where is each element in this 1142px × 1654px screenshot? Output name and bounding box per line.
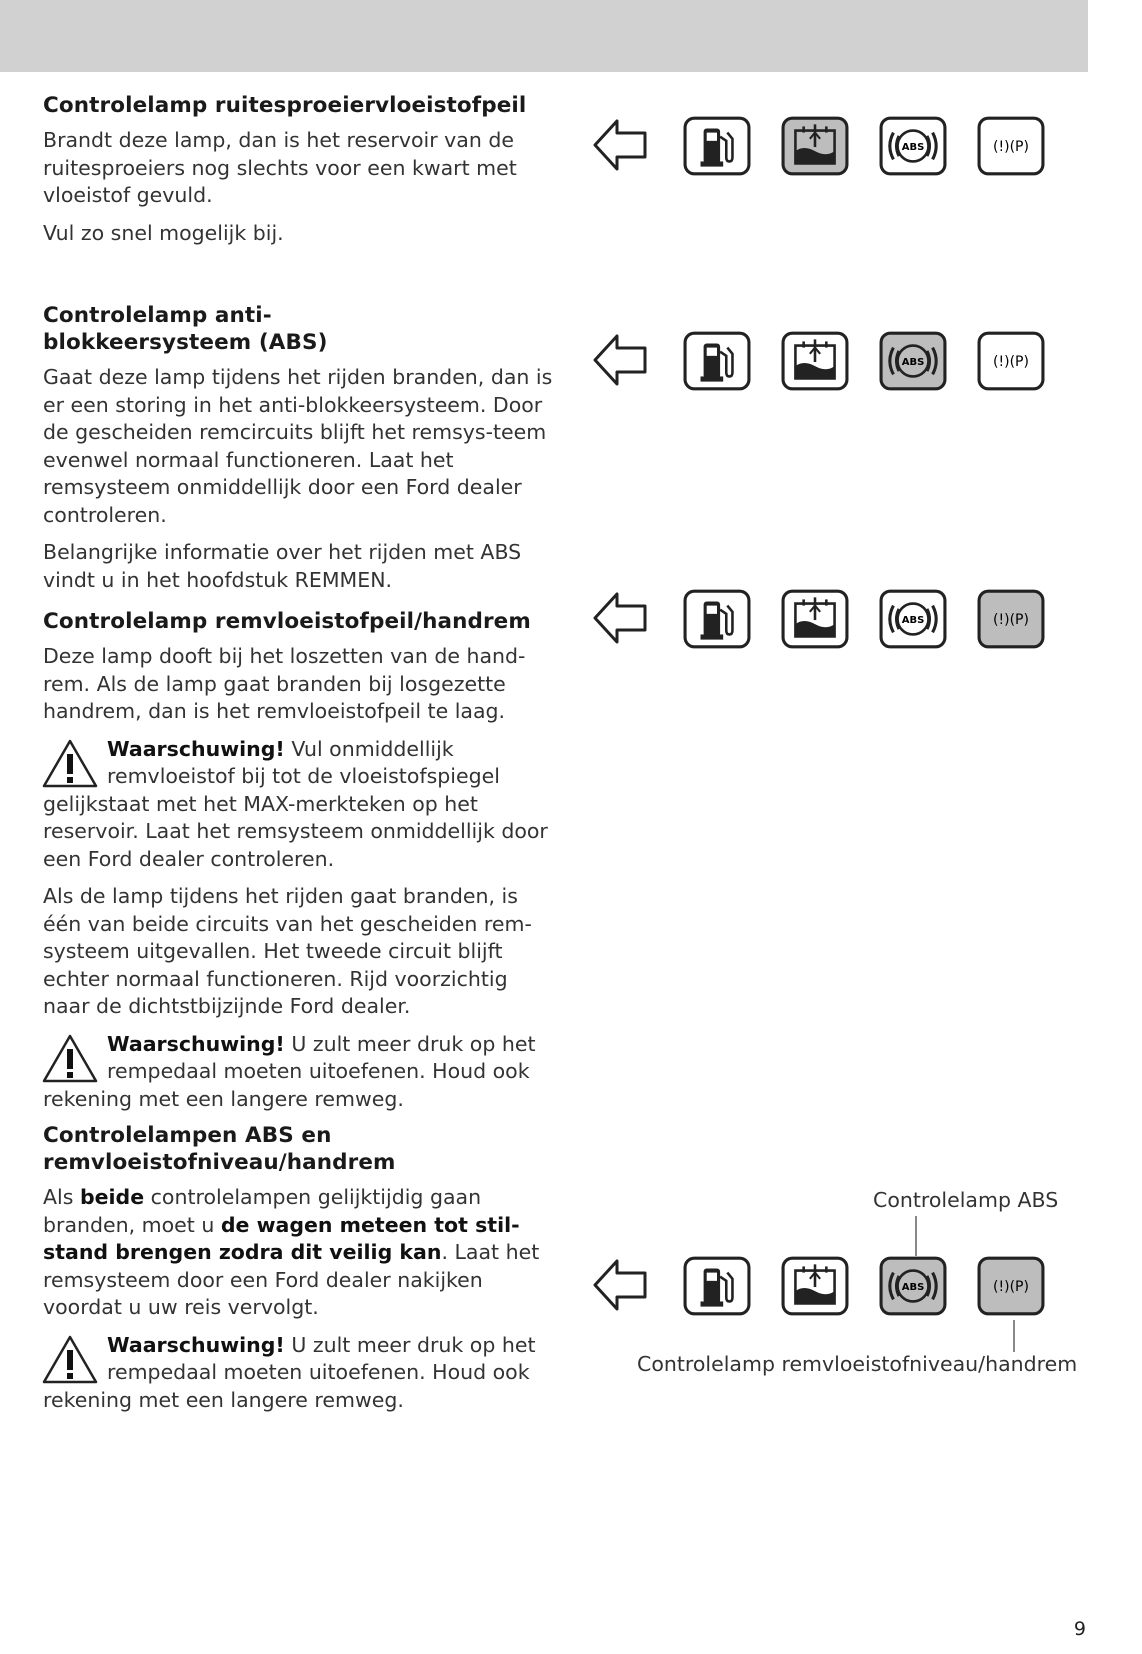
abs-lamp-text: ABS: [901, 142, 925, 153]
fuel-lamp-icon: [685, 118, 749, 174]
washer-lamp-icon-lit: [783, 118, 847, 174]
section-heading: Controlelamp ruitesproeiervloeistofpeil: [43, 93, 527, 118]
caption-leader-line: [1013, 1320, 1015, 1352]
warning-block: [43, 1332, 553, 1415]
warning-lamp-panel-both: [591, 1250, 1071, 1320]
caption-abs-lamp: Controlelamp ABS: [873, 1188, 1059, 1212]
abs-lamp-text: ABS: [901, 615, 925, 626]
text-run: controlelampen gelijktijdig gaan branden, moet u: [43, 1185, 482, 1237]
abs-lamp-icon-lit: [881, 333, 945, 389]
brake-lamp-icon: [979, 333, 1043, 389]
paragraph: Brandt deze lamp, dan is het reservoir van de ruitesproeiers nog slechts voor een kwart met vloeistof gevuld.: [43, 128, 517, 207]
section-heading: Controlelamp remvloeistofpeil/handrem: [43, 609, 531, 634]
brake-lamp-icon-lit: [979, 591, 1043, 647]
warning-label: Waarschuwing!: [107, 736, 285, 761]
brake-lamp-icon: [979, 118, 1043, 174]
warning-lamp-panel-washer: [591, 110, 1071, 180]
text-run: . Laat het remsysteem door een Ford dealer nakijken voordat u uw reis vervolgt.: [43, 1240, 540, 1319]
brake-lamp-text: (!)(P): [993, 612, 1029, 628]
abs-lamp-icon: [881, 591, 945, 647]
text-run-bold: de wagen meteen tot stil-stand brengen zodra dit veilig kan: [43, 1212, 520, 1264]
washer-lamp-icon: [783, 1258, 847, 1314]
warning-triangle-icon: [41, 1033, 99, 1085]
section-heading: Controlelampen ABS en remvloeistofniveau/handrem: [43, 1123, 396, 1175]
warning-block: [43, 736, 553, 874]
direction-arrow-icon: [595, 594, 645, 642]
section-heading: Controlelamp anti-blokkeersysteem (ABS): [43, 303, 328, 355]
direction-arrow-icon: [595, 121, 645, 169]
brake-lamp-text: (!)(P): [993, 1279, 1029, 1295]
fuel-lamp-icon: [685, 333, 749, 389]
warning-lamp-panel-abs: [591, 325, 1071, 395]
warning-block: [43, 1031, 553, 1114]
brake-lamp-icon-lit: [979, 1258, 1043, 1314]
section-brake-fluid: [43, 608, 553, 1123]
caption-brake-lamp: Controlelamp remvloeistofniveau/handrem: [637, 1352, 1078, 1376]
warning-triangle-icon: [41, 738, 99, 790]
fuel-lamp-icon: [685, 1258, 749, 1314]
warning-lamp-panel-brake: [591, 583, 1071, 653]
abs-lamp-text: ABS: [901, 1282, 925, 1293]
direction-arrow-icon: [595, 336, 645, 384]
text-run-bold: beide: [79, 1185, 145, 1209]
header-band: [0, 0, 1088, 72]
washer-lamp-icon: [783, 591, 847, 647]
direction-arrow-icon: [595, 1261, 645, 1309]
paragraph: Belangrijke informatie over het rijden met ABS vindt u in het hoofdstuk REMMEN.: [43, 540, 522, 592]
brake-lamp-text: (!)(P): [993, 354, 1029, 370]
paragraph: Als de lamp tijdens het rijden gaat branden, is één van beide circuits van het gescheiden rem-systeem uitgevallen. Het tweede circuit blijft echter normaal functioneren. Rijd voorzichtig naar de dichtstbijzijnde Ford dealer.: [43, 884, 532, 1018]
abs-lamp-text: ABS: [901, 357, 925, 368]
text-run: Als: [43, 1185, 74, 1209]
section-washer: [43, 92, 553, 257]
abs-lamp-icon-lit: [881, 1258, 945, 1314]
section-abs: [43, 302, 553, 604]
warning-text: U zult meer druk op het rempedaal moeten uitoefenen. Houd ook rekening met een langere remweg.: [43, 1332, 536, 1412]
brake-lamp-text: (!)(P): [993, 139, 1029, 155]
washer-lamp-icon: [783, 333, 847, 389]
paragraph: Gaat deze lamp tijdens het rijden branden, dan is er een storing in het anti-blokkeersysteem. Door de gescheiden remcircuits blijft het remsys-teem evenwel normaal functioneren. Laat het remsysteem onmiddellijk door een Ford dealer controleren.: [43, 365, 553, 527]
warning-triangle-icon: [41, 1334, 99, 1386]
paragraph: Deze lamp dooft bij het loszetten van de hand-rem. Als de lamp gaat branden bij losgezette handrem, dan is het remvloeistofpeil te laag.: [43, 644, 526, 723]
paragraph: [43, 1184, 553, 1322]
warning-text: Vul onmiddellijk remvloeistof bij tot de vloeistofspiegel gelijkstaat met het MAX-merkteken op het reservoir. Laat het remsysteem onmiddellijk door een Ford dealer controleren.: [43, 736, 548, 871]
section-abs-and-brake: [43, 1122, 553, 1424]
warning-text: U zult meer druk op het rempedaal moeten uitoefenen. Houd ook rekening met een langere remweg.: [43, 1031, 536, 1111]
page-number: 9: [1073, 1618, 1086, 1640]
abs-lamp-icon: [881, 118, 945, 174]
fuel-lamp-icon: [685, 591, 749, 647]
warning-label: Waarschuwing!: [107, 1031, 285, 1056]
paragraph: Vul zo snel mogelijk bij.: [43, 220, 284, 245]
warning-label: Waarschuwing!: [107, 1332, 285, 1357]
